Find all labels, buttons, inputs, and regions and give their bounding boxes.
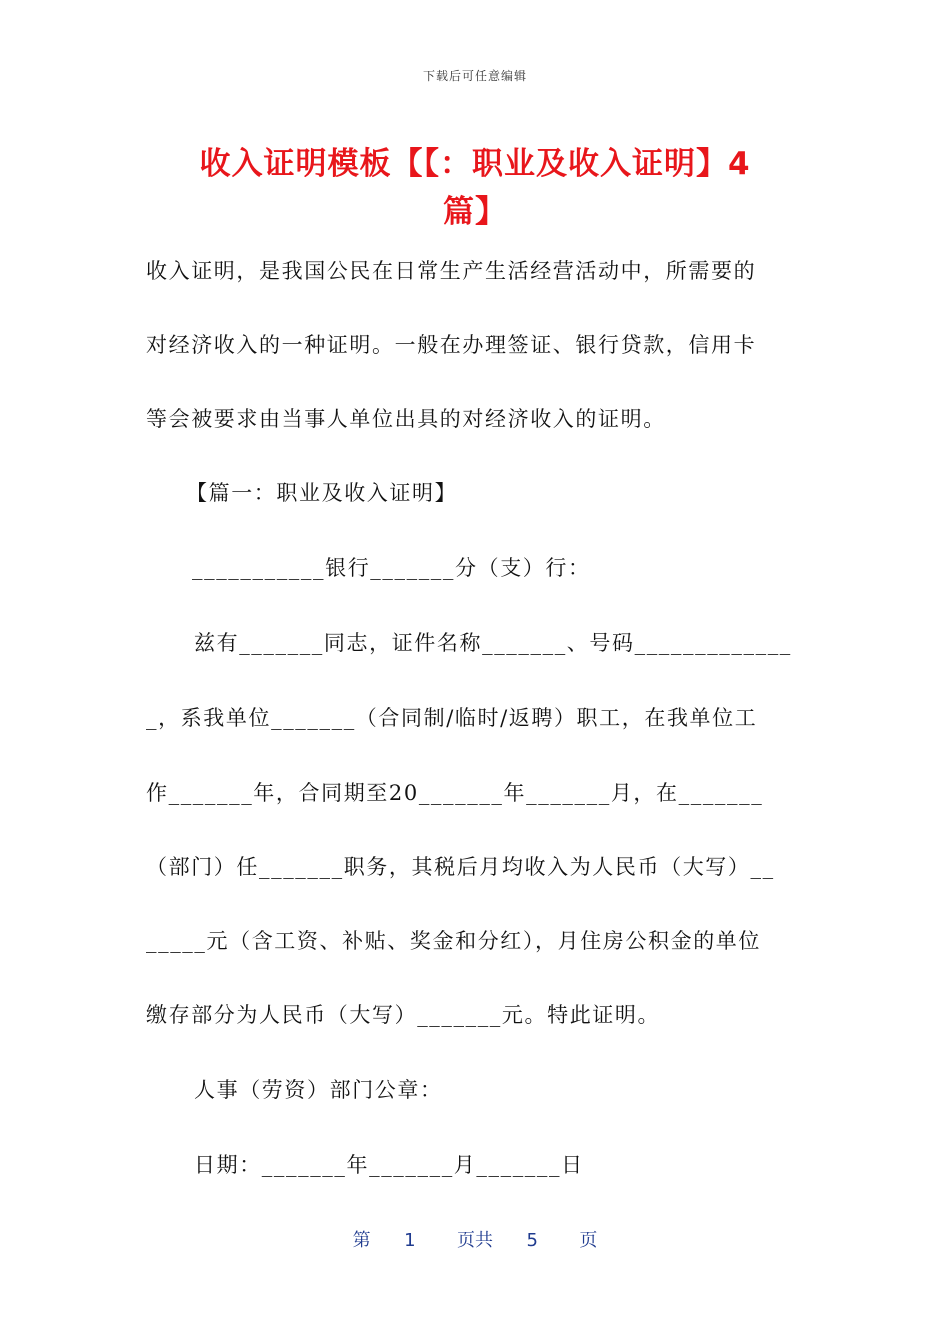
body-line-2: _，系我单位_______（合同制/临时/返聘）职工，在我单位工 (146, 706, 758, 730)
page-footer (0, 1226, 950, 1252)
date-line: 日期：_______年_______月_______日 (194, 1153, 584, 1177)
title-line-1: 收入证明模板【【：职业及收入证明】4 (199, 146, 751, 182)
title-line-2: 篇】 (443, 194, 507, 230)
footer-current-page: 1 (404, 1230, 416, 1251)
intro-line-2: 对经济收入的一种证明。一般在办理签证、银行贷款，信用卡 (146, 333, 757, 357)
footer-page-suffix: 页 (579, 1230, 598, 1251)
body-line-1: 兹有_______同志，证件名称_______、号码_____________ (194, 631, 792, 655)
footer-page-middle: 页共 (457, 1230, 493, 1251)
body-line-3: 作_______年，合同期至20_______年_______月，在_______ (146, 781, 764, 805)
seal-line: 人事（劳资）部门公章： (194, 1078, 443, 1102)
section-heading: 【篇一：职业及收入证明】 (186, 481, 458, 505)
footer-total-pages: 5 (526, 1230, 538, 1251)
document-title (140, 140, 810, 236)
addressee-line: ___________银行_______分（支）行： (192, 556, 591, 580)
intro-line-1: 收入证明，是我国公民在日常生产生活经营活动中，所需要的 (146, 259, 757, 283)
footer-page-prefix: 第 (352, 1230, 371, 1251)
intro-line-3: 等会被要求由当事人单位出具的对经济收入的证明。 (146, 407, 666, 431)
header-note: 下载后可任意编辑 (422, 69, 527, 83)
body-line-6: 缴存部分为人民币（大写）_______元。特此证明。 (146, 1003, 661, 1027)
body-line-5: _____元（含工资、补贴、奖金和分红），月住房公积金的单位 (146, 929, 761, 953)
body-line-4: （部门）任_______职务，其税后月均收入为人民币（大写）__ (146, 855, 775, 879)
